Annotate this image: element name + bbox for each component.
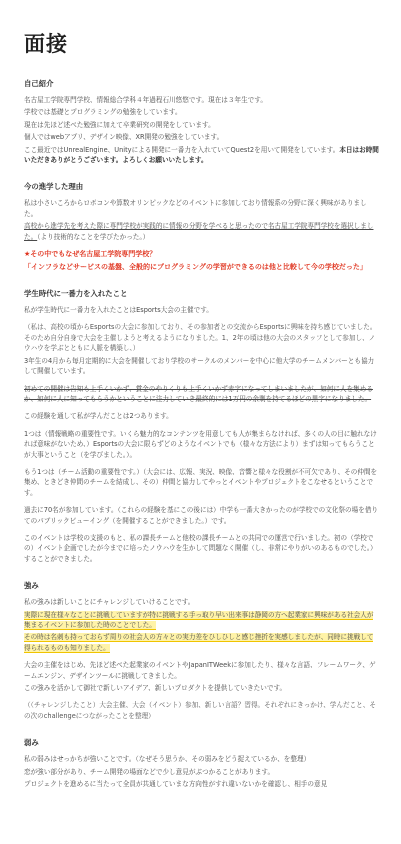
section-reason-for-school (24, 181, 379, 272)
section-heading: 強み (24, 581, 39, 591)
page-title: 面接 (24, 32, 68, 56)
paragraph: 私は小さいころからロボコンや算数オリンピックなどのイベントに参加しており情報系の分野に深く興味がありました。 (24, 199, 367, 218)
section-weaknesses (24, 737, 379, 789)
paragraph: プロジェクトを進めるに当たって全員が共通していまな方向性がすれ違いないかを確認し、相手の意見 (24, 780, 328, 789)
paragraph: もう1つは（チーム活動の重要性です。）（大会には、広報、実況、映像、音響と様々な役割が不可欠であり、その仲間を集め、ときどき仲間のチームを結成し、その）仲間と協力してやっとイベントやプロジェクトをこなせるということです。 (24, 467, 378, 497)
paragraph: この経験を通して私が学んだことは2つあります。 (24, 412, 173, 421)
paragraph: 1つは（情報戦略の重要性です。いくら魅力的なコンテンツを用意しても人が集まらなければ、多くの人の目に触れなければ意味がないため、）Esportsの大会に限らずどのようなイベントでも（様々な方法により）まずは知ってもらうことが大事ということ（を学びました。）。 (24, 429, 377, 459)
highlighted-text: 実際に現在様々なことに挑戦していますが特に挑戦する手っ取り早い出来事は静岡の方へ起業家に興味がある社会人が集まるイベントに参加した時のことでした。 (24, 610, 374, 629)
section-heading: 自己紹介 (24, 79, 54, 88)
section-heading: 弱み (24, 738, 39, 748)
paragraph: 私が学生時代に一番力を入れたことはEsports大会の主催です。 (24, 306, 213, 315)
paragraph: 名古屋工学院専門学校、情報総合学科４年過程石川悠悠です。現在は３年生です。 (24, 96, 267, 104)
paragraph: このイベントは学校の支援のもと、私の課長チームと他校の課長チームとの共同での運営で行いました。初の（学校での）イベント企画でしたが今までに培ったノウハウを生かして問題なく開催（し、非常にやりがいのあるものでした。）することができました。 (24, 533, 377, 563)
paragraph-text: ここ最近ではUnrealEngine、Unityによる開発に一番力を入れていてQuest2を用いて開発をしています。 (24, 145, 340, 154)
paragraph: 学校では基礎とプログラミングの勉強をしています。 (24, 108, 182, 117)
paragraph: 現在は先ほど述べた勉強に加えて卒業研究の開発をしています。 (24, 120, 215, 129)
paragraph: 恋が強い部分があり、チーム開発の場面などで少し意見がぶつかることがあります。 (24, 767, 275, 776)
highlighted-text: その時は名刺も持っておらず周りの社会人の方々との実力差をひしひしと感じ挫折を実感しましたが、同時に挑戦して得られるものも知りました。 (24, 633, 374, 652)
section-heading: 学生時代に一番力を入れたこと (24, 289, 128, 299)
section-heading: 今の進学した理由 (24, 182, 84, 192)
paragraph: 大会の主催をはじめ、先ほど述べた起業家のイベントやJapanITWeekに参加したり、様々な言語、フレームワーク、ゲームエンジン、デザインツールに挑戦してきました。 (24, 661, 376, 680)
paragraph: この強みを活かして御社で新しいアイデア、新しいプロダクトを提供していきたいです。 (24, 684, 287, 693)
paragraph: 私の弱みはせっかちが強いことです。（なぜそう思うか、その弱みをどう捉えているか、を整理） (24, 755, 311, 764)
paragraph: （私は、高校の頃からEsportsの大会に参加しており、その参加者との交流からEsportsに興味を持ち感じていました。そのため自分自身で大会を主催しようと考えるようになりました。1、2年の頃は他の大会のスタッフとして参加し、ノウハウを学ぶとともに人脈を構築し、） (24, 323, 377, 353)
highlighted-paragraph (24, 632, 379, 653)
paragraph-text: （より技術的なことを学びたかった。） (37, 232, 150, 241)
section-student-effort (24, 288, 379, 564)
paragraph: 私の強みは新しいことにチャレンジしていけることです。 (24, 598, 195, 607)
strikethrough-paragraph: 初めての開催は告知も上手くいかず、賞金のやりくりも上手くいかず赤字になってしまいましたが、如何に人を集めるか、如何に人に知ってもらうかということに注力していき最終的には1万円の余剰を持てるほどの黒字になりました。 (24, 384, 373, 403)
closing-greeting: 本日はお時間いただきありがとうございます。よろしくお願いいたします。 (24, 145, 379, 165)
paragraph (24, 145, 379, 166)
paragraph (24, 221, 379, 242)
highlighted-paragraph (24, 610, 379, 631)
section-self-introduction (24, 78, 379, 165)
paragraph: （（チャレンジしたこと）大会主催、大会（イベント）参加、新しい言語？習得。それぞれにきっかけ、学んだこと、その次のchallengeにつながったことを整理） (24, 701, 376, 720)
paragraph: 3年生の4月から毎月定期的に大会を開催しており学校のサークルのメンバーを中心に他大学のチームメンバーとも協力して開催しています。 (24, 356, 375, 376)
paragraph: 個人ではwebアプリ、デザイン映像、XR開発の勉強をしています。 (24, 133, 224, 142)
callout-answer: 「インフラなどサービスの基盤、全般的にプログラミングの学習ができるのは他と比較して今の学校だった」 (24, 262, 367, 271)
paragraph: 過去に70名が参加しています。（これらの経験を基にこの後には）中学も一番大きかったのが学校での文化祭の場を借りてのパブリックビューイング（を開催することができました。）です。 (24, 506, 379, 525)
callout-question: ★その中でもなぜ名古屋工学院専門学校？ (24, 250, 157, 259)
section-strengths (24, 580, 379, 721)
underlined-text: 高校から進学先を考えた際に専門学校が実践的に情報の分野を学べると思ったので名古屋工学院専門学校を選択しました。 (24, 222, 374, 241)
